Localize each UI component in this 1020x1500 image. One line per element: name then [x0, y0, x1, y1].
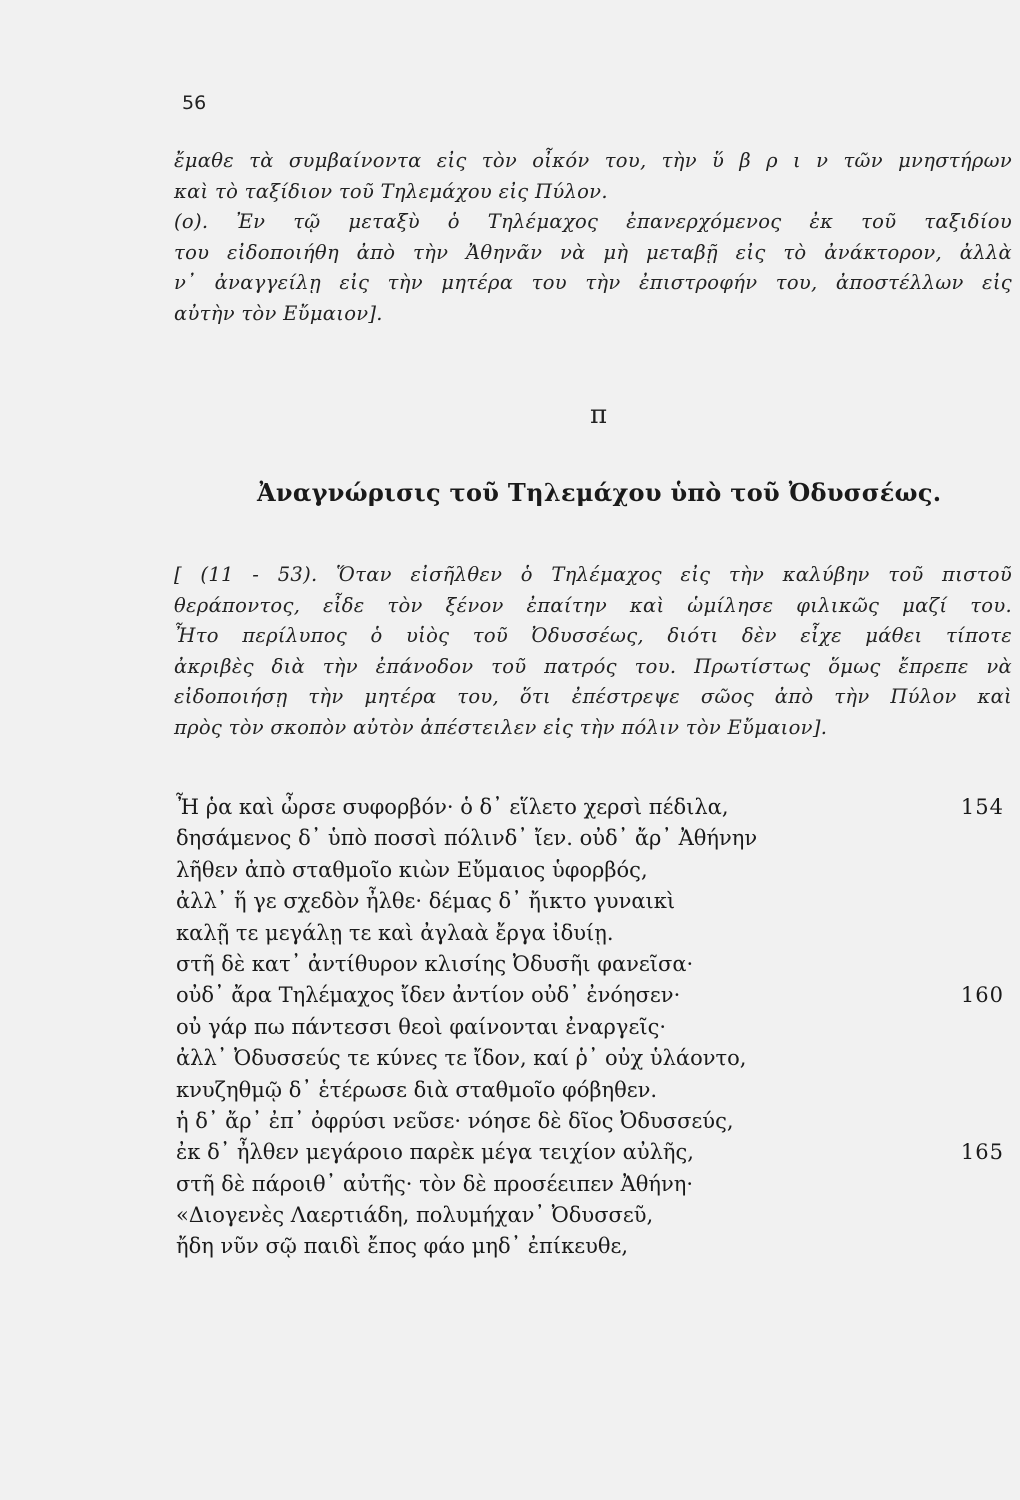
verse-text: οὐ γάρ πω πάντεσσι θεοὶ φαίνονται ἐναργεῖς· — [176, 1014, 667, 1039]
verse-line — [176, 1012, 1016, 1043]
verse-line — [176, 1137, 1016, 1168]
verse-text: Ἦ ῥα καὶ ὦρσε συφορβόν· ὁ δ᾿ εἵλετο χερσὶ πέδιλα, — [176, 795, 729, 819]
verse-text: δησάμενος δ᾿ ὑπὸ ποσσὶ πόλινδ᾿ ἴεν. οὐδ᾿ ἄρ᾿ Ἀθήνην — [176, 826, 758, 851]
verse-text: κνυζηθμῷ δ᾿ ἑτέρωσε διὰ σταθμοῖο φόβηθεν. — [176, 1077, 658, 1102]
verse-line — [176, 823, 1016, 854]
summary-line: Ἦτο περίλυπος ὁ υἱὸς τοῦ Ὀδυσσέως, διότι δὲν εἶχε μάθει τίποτε — [174, 624, 1012, 647]
verse-text: οὐδ᾿ ἄρα Τηλέμαχος ἴδεν ἀντίον οὐδ᾿ ἐνόησεν· — [176, 983, 681, 1008]
verse-line — [176, 1106, 1016, 1137]
summary-line: [ (11 - 53). Ὅταν εἰσῆλθεν ὁ Τηλέμαχος εἰς τὴν καλύβην τοῦ πιστοῦ — [174, 563, 1012, 586]
verse-line — [176, 1200, 1016, 1231]
verse-line — [176, 1043, 1016, 1074]
intro-line: ν᾿ ἀναγγείλῃ εἰς τὴν μητέρα του τὴν ἐπιστροφήν του, ἀποστέλλων εἰς — [174, 271, 1012, 294]
verse-line — [176, 918, 1016, 949]
verse-number: 165 — [960, 1140, 1004, 1165]
section-summary — [174, 560, 1012, 743]
verse-line — [176, 949, 1016, 980]
verse-number: 154 — [960, 795, 1004, 819]
verse-line — [176, 1169, 1016, 1200]
section-letter: π — [590, 400, 608, 430]
summary-line: ἀκριβὲς διὰ τὴν ἐπάνοδον τοῦ πατρός του. Πρωτίστως ὅμως ἔπρεπε νὰ — [174, 654, 1012, 678]
verse-text: στῆ δὲ κατ᾿ ἀντίθυρον κλισίης Ὀδυσῆι φανεῖσα· — [176, 951, 694, 976]
verse-line — [176, 886, 1016, 917]
verse-line — [176, 855, 1016, 886]
verse-text: λῆθεν ἀπὸ σταθμοῖο κιὼν Εὔμαιος ὑφορβός, — [176, 857, 648, 882]
verse-text: «Διογενὲς Λαερτιάδη, πολυμήχαν᾿ Ὀδυσσεῦ, — [176, 1203, 654, 1228]
verse-line — [176, 1231, 1016, 1262]
intro-line: καὶ τὸ ταξίδιον τοῦ Τηλεμάχου εἰς Πύλον. — [174, 179, 608, 203]
summary-line: θεράποντος, εἶδε τὸν ξένον ἐπαίτην καὶ ὡμίλησε φιλικῶς μαζί του. — [174, 593, 1012, 617]
intro-line: του εἰδοποιήθη ἀπὸ τὴν Ἀθηνᾶν νὰ μὴ μεταβῇ εἰς τὸ ἀνάκτορον, ἀλλὰ — [174, 240, 1012, 264]
verse-number: 160 — [960, 983, 1004, 1008]
verse-text: ἤδη νῦν σῷ παιδὶ ἔπος φάο μηδ᾿ ἐπίκευθε, — [176, 1234, 629, 1259]
section-heading: Ἀναγνώρισις τοῦ Τηλεμάχου ὑπὸ τοῦ Ὀδυσσέως. — [257, 478, 942, 507]
verse-text: καλῇ τε μεγάλῃ τε καὶ ἀγλαὰ ἔργα ἰδυίῃ. — [176, 920, 614, 945]
verse-text: ἐκ δ᾿ ἦλθεν μεγάροιο παρὲκ μέγα τειχίον αὐλῆς, — [176, 1140, 694, 1165]
summary-line: πρὸς τὸν σκοπὸν αὐτὸν ἀπέστειλεν εἰς τὴν πόλιν τὸν Εὔμαιον]. — [174, 715, 828, 739]
page-number: 56 — [182, 92, 207, 114]
verse-line — [176, 792, 1016, 823]
verse-line — [176, 980, 1016, 1011]
verse-text: ἀλλ᾿ Ὀδυσσεύς τε κύνες τε ἴδον, καί ῥ᾿ οὐχ ὑλάοντο, — [176, 1046, 747, 1071]
intro-line: ἔμαθε τὰ συμβαίνοντα εἰς τὸν οἶκόν του, τὴν ὕ β ρ ι ν τῶν μνηστήρων — [174, 149, 1012, 172]
verse-line — [176, 1075, 1016, 1106]
intro-line: αὐτὴν τὸν Εὔμαιον]. — [174, 301, 383, 325]
intro-line: (ο). Ἐν τῷ μεταξὺ ὁ Τηλέμαχος ἐπανερχόμενος ἐκ τοῦ ταξιδίου — [174, 210, 1012, 233]
verse-text: ἀλλ᾿ ἥ γε σχεδὸν ἦλθε· δέμας δ᾿ ἤικτο γυναικὶ — [176, 889, 676, 914]
verse-list — [176, 792, 1016, 1263]
summary-line: εἰδοποιήσῃ τὴν μητέρα του, ὅτι ἐπέστρεψε σῶος ἀπὸ τὴν Πύλον καὶ — [174, 685, 1012, 708]
verse-text: ἡ δ᾿ ἄρ᾿ ἐπ᾿ ὀφρύσι νεῦσε· νόησε δὲ δῖος Ὀδυσσεύς, — [176, 1108, 734, 1133]
verse-text: στῆ δὲ πάροιθ᾿ αὐτῆς· τὸν δὲ προσέειπεν Ἀθήνη· — [176, 1171, 694, 1196]
intro-commentary — [174, 146, 1012, 329]
